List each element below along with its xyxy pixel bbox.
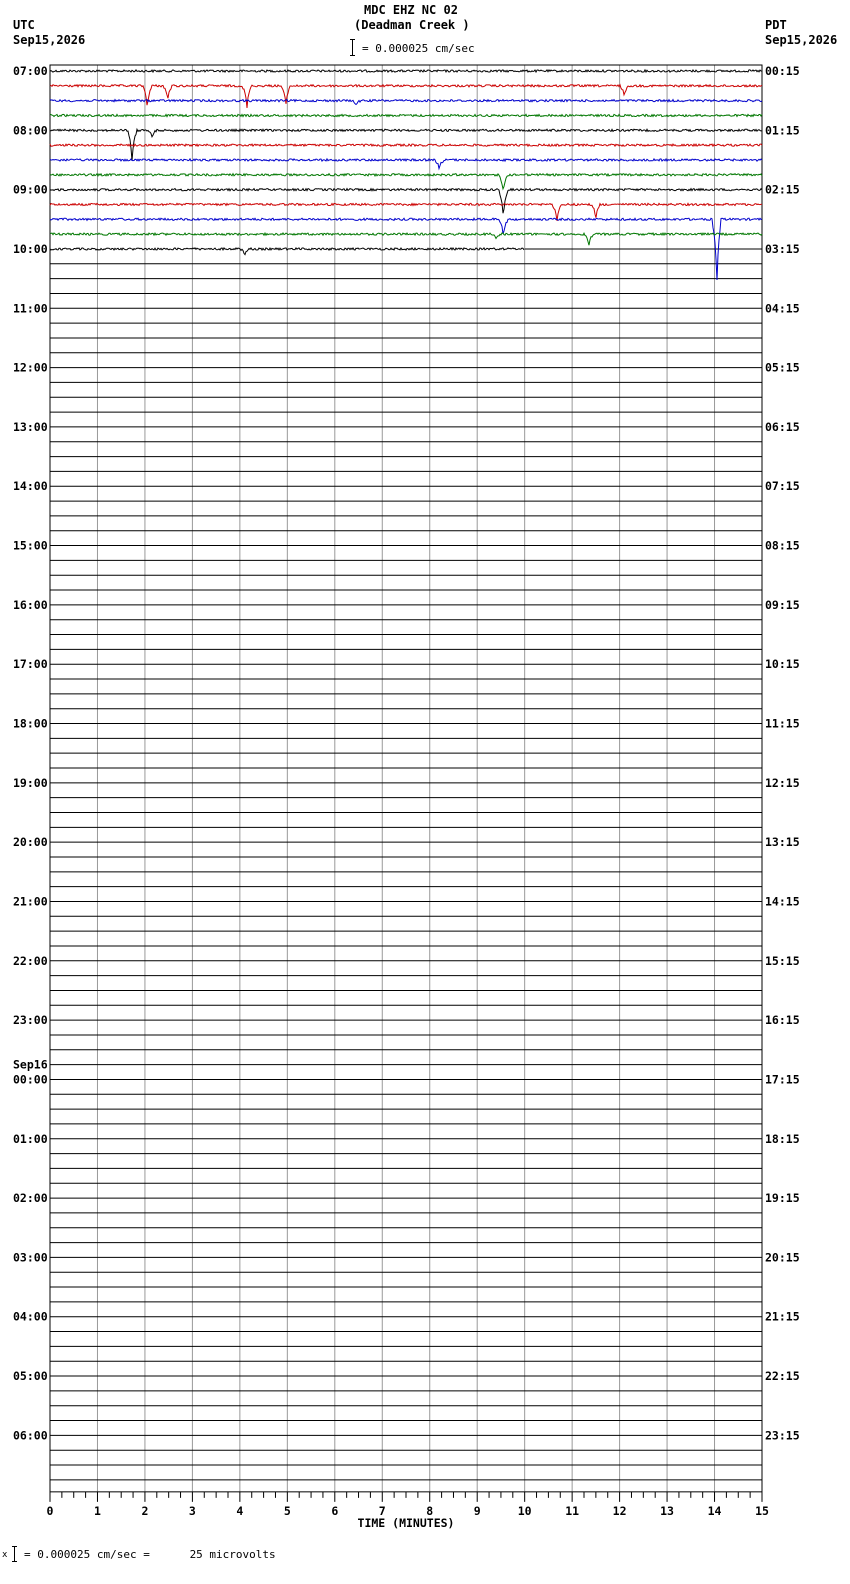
- x-tick-label: 15: [755, 1503, 769, 1518]
- utc-hour-label: 16:00: [13, 597, 48, 612]
- utc-hour-label: 23:00: [13, 1013, 48, 1028]
- utc-hour-label: 00:00: [13, 1072, 48, 1087]
- utc-hour-label: 05:00: [13, 1369, 48, 1384]
- pdt-hour-label: 23:15: [765, 1428, 800, 1443]
- utc-hour-label: 08:00: [13, 123, 48, 138]
- utc-hour-label: 17:00: [13, 657, 48, 672]
- pdt-hour-label: 00:15: [765, 64, 800, 78]
- utc-hour-label: 07:00: [13, 64, 48, 78]
- pdt-hour-label: 18:15: [765, 1131, 800, 1146]
- x-tick-label: 12: [612, 1503, 627, 1518]
- utc-hour-label: 13:00: [13, 419, 48, 434]
- utc-hour-label: 10:00: [13, 241, 48, 256]
- pdt-hour-label: 09:15: [765, 597, 800, 612]
- pdt-hour-label: 19:15: [765, 1191, 800, 1206]
- seismic-trace: [50, 85, 762, 108]
- utc-hour-label: 01:00: [13, 1131, 48, 1146]
- utc-hour-label: 06:00: [13, 1428, 48, 1443]
- station-name: (Deadman Creek ): [354, 18, 470, 32]
- utc-hour-label: 21:00: [13, 894, 48, 909]
- x-tick-label: 0: [46, 1503, 54, 1518]
- x-axis-label: TIME (MINUTES): [357, 1515, 455, 1530]
- utc-hour-label: 09:00: [13, 182, 48, 197]
- utc-hour-label: 19:00: [13, 775, 48, 790]
- x-tick-label: 10: [517, 1503, 532, 1518]
- x-tick-label: 9: [473, 1503, 481, 1518]
- pdt-hour-label: 08:15: [765, 538, 800, 553]
- scale-legend: = 0.000025 cm/sec: [362, 42, 475, 55]
- utc-date-change-label: Sep16: [13, 1057, 48, 1072]
- utc-hour-label: 20:00: [13, 835, 48, 850]
- pdt-hour-label: 13:15: [765, 835, 800, 850]
- seismic-trace: [50, 174, 762, 189]
- pdt-hour-label: 06:15: [765, 419, 800, 434]
- utc-hour-label: 04:00: [13, 1309, 48, 1324]
- pdt-date-label: Sep15,2026: [765, 33, 838, 47]
- x-tick-label: 6: [331, 1503, 339, 1518]
- utc-zone-label: UTC: [13, 18, 35, 32]
- utc-hour-label: 02:00: [13, 1191, 48, 1206]
- station-title: MDC EHZ NC 02: [364, 3, 458, 17]
- utc-hour-label: 11:00: [13, 301, 48, 316]
- footer-marker: x: [2, 1550, 8, 1560]
- pdt-hour-label: 17:15: [765, 1072, 800, 1087]
- footer-scale-legend: = 0.000025 cm/sec = 25 microvolts: [24, 1548, 276, 1561]
- pdt-hour-label: 05:15: [765, 360, 800, 375]
- utc-hour-label: 15:00: [13, 538, 48, 553]
- x-tick-label: 8: [426, 1503, 434, 1518]
- seismic-trace: [50, 144, 762, 146]
- x-tick-label: 14: [707, 1503, 722, 1518]
- pdt-hour-label: 20:15: [765, 1250, 800, 1265]
- utc-hour-label: 12:00: [13, 360, 48, 375]
- pdt-zone-label: PDT: [765, 18, 787, 32]
- seismic-trace: [50, 233, 762, 245]
- pdt-hour-label: 10:15: [765, 657, 800, 672]
- utc-hour-label: 14:00: [13, 479, 48, 494]
- pdt-hour-label: 07:15: [765, 479, 800, 494]
- pdt-hour-label: 22:15: [765, 1369, 800, 1384]
- pdt-hour-label: 04:15: [765, 301, 800, 316]
- pdt-hour-label: 14:15: [765, 894, 800, 909]
- pdt-hour-label: 11:15: [765, 716, 800, 731]
- pdt-hour-label: 15:15: [765, 953, 800, 968]
- footer-scale-bar-icon: [12, 1546, 17, 1562]
- pdt-hour-label: 12:15: [765, 775, 800, 790]
- x-tick-label: 11: [565, 1503, 580, 1518]
- seismic-trace: [50, 203, 762, 220]
- x-tick-label: 2: [141, 1503, 149, 1518]
- x-tick-label: 13: [660, 1503, 674, 1518]
- x-tick-label: 1: [93, 1503, 101, 1518]
- utc-hour-label: 18:00: [13, 716, 48, 731]
- pdt-hour-label: 03:15: [765, 241, 800, 256]
- seismic-trace: [50, 159, 762, 169]
- seismic-trace: [50, 189, 762, 214]
- seismic-trace: [50, 114, 762, 116]
- x-tick-label: 4: [236, 1503, 244, 1518]
- x-tick-label: 3: [188, 1503, 196, 1518]
- seismic-trace: [50, 100, 762, 105]
- x-tick-label: 5: [283, 1503, 291, 1518]
- pdt-hour-label: 21:15: [765, 1309, 800, 1324]
- seismic-trace: [50, 70, 762, 72]
- utc-date-label: Sep15,2026: [13, 33, 86, 47]
- pdt-hour-label: 02:15: [765, 182, 800, 197]
- pdt-hour-label: 16:15: [765, 1013, 800, 1028]
- utc-hour-label: 03:00: [13, 1250, 48, 1265]
- utc-hour-label: 22:00: [13, 953, 48, 968]
- pdt-hour-label: 01:15: [765, 123, 800, 138]
- x-tick-label: 7: [378, 1503, 386, 1518]
